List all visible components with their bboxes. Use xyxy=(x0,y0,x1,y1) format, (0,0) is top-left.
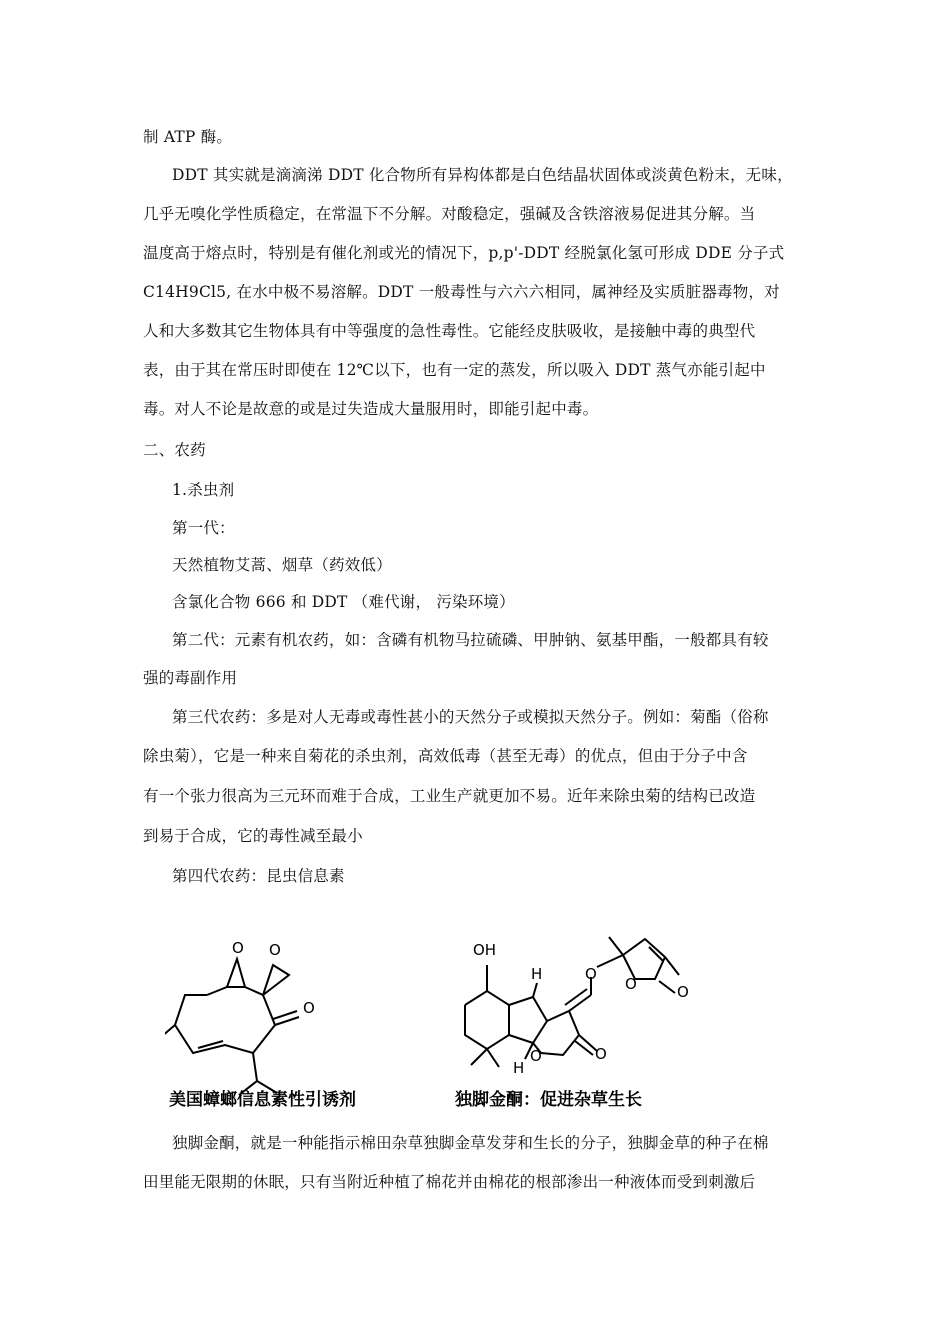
paragraph-line: 含氯化合物 666 和 DDT （难代谢， 污染环境） xyxy=(172,593,515,611)
right-molecule xyxy=(465,937,679,1067)
paragraph-line: C14H9Cl5, 在水中极不易溶解。DDT 一般毒性与六六六相同，属神经及实质脏器毒物，对 xyxy=(143,283,780,301)
paragraph-line: 天然植物艾蒿、烟草（药效低） xyxy=(172,556,392,574)
atom-label: H xyxy=(513,1059,525,1077)
atom-label: O xyxy=(303,999,315,1017)
atom-label: O xyxy=(625,975,637,993)
paragraph-line: 制 ATP 酶。 xyxy=(143,128,233,146)
chemical-structures-figure xyxy=(165,935,725,1115)
atom-label: O xyxy=(530,1047,542,1065)
paragraph-line: 第一代： xyxy=(172,519,235,537)
paragraph-line: 到易于合成，它的毒性减至最小 xyxy=(143,827,363,845)
paragraph-line: 温度高于熔点时，特别是有催化剂或光的情况下，p,p'-DDT 经脱氯化氢可形成 DDE 分子式 xyxy=(143,244,785,262)
paragraph-line: 田里能无限期的休眠，只有当附近种植了棉花并由棉花的根部渗出一种液体而受到刺激后 xyxy=(143,1173,756,1191)
paragraph-line: 表，由于其在常压时即使在 12℃以下，也有一定的蒸发，所以吸入 DDT 蒸气亦能引起中 xyxy=(143,361,766,379)
paragraph-line: DDT 其实就是滴滴涕 DDT 化合物所有异构体都是白色结晶状固体或淡黄色粉末，无味， xyxy=(172,166,793,184)
left-molecule xyxy=(165,959,299,1095)
paragraph-line: 强的毒副作用 xyxy=(143,669,238,687)
atom-label: O xyxy=(232,939,244,957)
section-heading: 二、农药 xyxy=(143,441,206,459)
atom-label: OH xyxy=(473,941,497,959)
atom-label: O xyxy=(269,941,281,959)
left-figure-caption: 美国蟑螂信息素性引诱剂 xyxy=(169,1090,356,1110)
atom-label: O xyxy=(677,983,689,1001)
paragraph-line: 第四代农药：昆虫信息素 xyxy=(172,867,345,885)
atom-label: O xyxy=(585,965,597,983)
paragraph-line: 第三代农药：多是对人无毒或毒性甚小的天然分子或模拟天然分子。例如：菊酯（俗称 xyxy=(172,708,769,726)
paragraph-line: 独脚金酮，就是一种能指示棉田杂草独脚金草发芽和生长的分子，独脚金草的种子在棉 xyxy=(172,1134,769,1152)
paragraph-line: 人和大多数其它生物体具有中等强度的急性毒性。它能经皮肤吸收，是接触中毒的典型代 xyxy=(143,322,756,340)
paragraph-line: 毒。对人不论是故意的或是过失造成大量服用时，即能引起中毒。 xyxy=(143,400,599,418)
paragraph-line: 有一个张力很高为三元环而难于合成，工业生产就更加不易。近年来除虫菊的结构已改造 xyxy=(143,787,756,805)
atom-label: O xyxy=(595,1045,607,1063)
subsection-heading: 1.杀虫剂 xyxy=(172,481,235,499)
atom-label: H xyxy=(531,965,543,983)
paragraph-line: 几乎无嗅化学性质稳定，在常温下不分解。对酸稳定，强碱及含铁溶液易促进其分解。当 xyxy=(143,205,756,223)
paragraph-line: 第二代：元素有机农药，如：含磷有机物马拉硫磷、甲肿钠、氨基甲酯，一般都具有较 xyxy=(172,631,769,649)
paragraph-line: 除虫菊），它是一种来自菊花的杀虫剂，高效低毒（甚至无毒）的优点，但由于分子中含 xyxy=(143,747,748,765)
right-figure-caption: 独脚金酮：促进杂草生长 xyxy=(455,1090,642,1110)
